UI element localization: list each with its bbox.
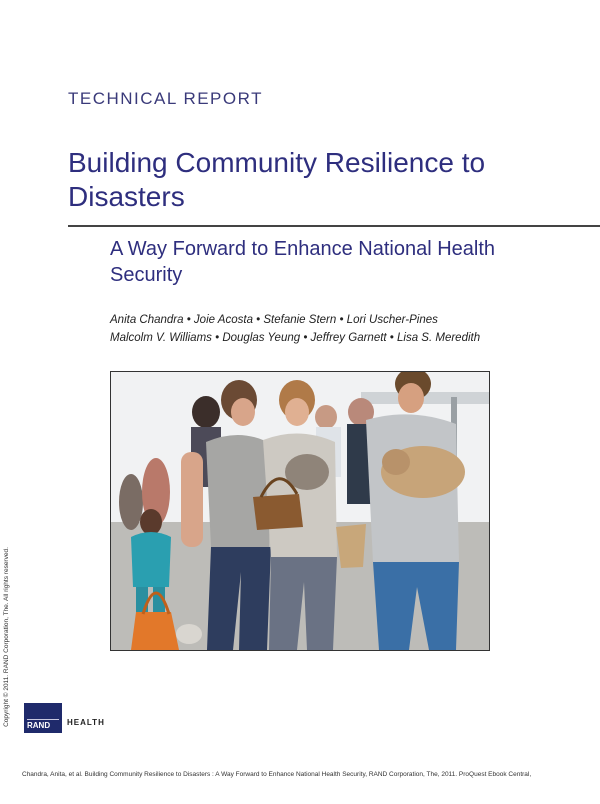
publisher-unit-name: HEALTH	[67, 718, 105, 727]
logo-text: RAND	[27, 721, 51, 730]
copyright-notice: Copyright © 2011. RAND Corporation, The. All rights reserved.	[3, 547, 10, 727]
authors-line-2: Malcolm V. Williams • Douglas Yeung • Jeffrey Garnett • Lisa S. Meredith	[110, 332, 481, 344]
authors-line-1: Anita Chandra • Joie Acosta • Stefanie Stern • Lori Uscher-Pines	[110, 314, 438, 326]
report-subtitle: A Way Forward to Enhance National Health Security	[110, 238, 496, 286]
rand-logo	[24, 703, 62, 733]
logo-divider	[27, 719, 59, 720]
cover-photo	[110, 371, 490, 651]
photo-evacuees-with-dog-icon	[111, 372, 489, 650]
report-type-label: TECHNICAL REPORT	[68, 89, 263, 108]
report-title: Building Community Resilience to Disasters	[68, 147, 486, 212]
footer-citation: Chandra, Anita, et al. Building Community Resilience to Disasters : A Way Forward to Enhance National Health Security, RAND Corporation, The, 2011. ProQuest Ebook Central,	[22, 771, 532, 778]
title-divider	[68, 225, 600, 227]
